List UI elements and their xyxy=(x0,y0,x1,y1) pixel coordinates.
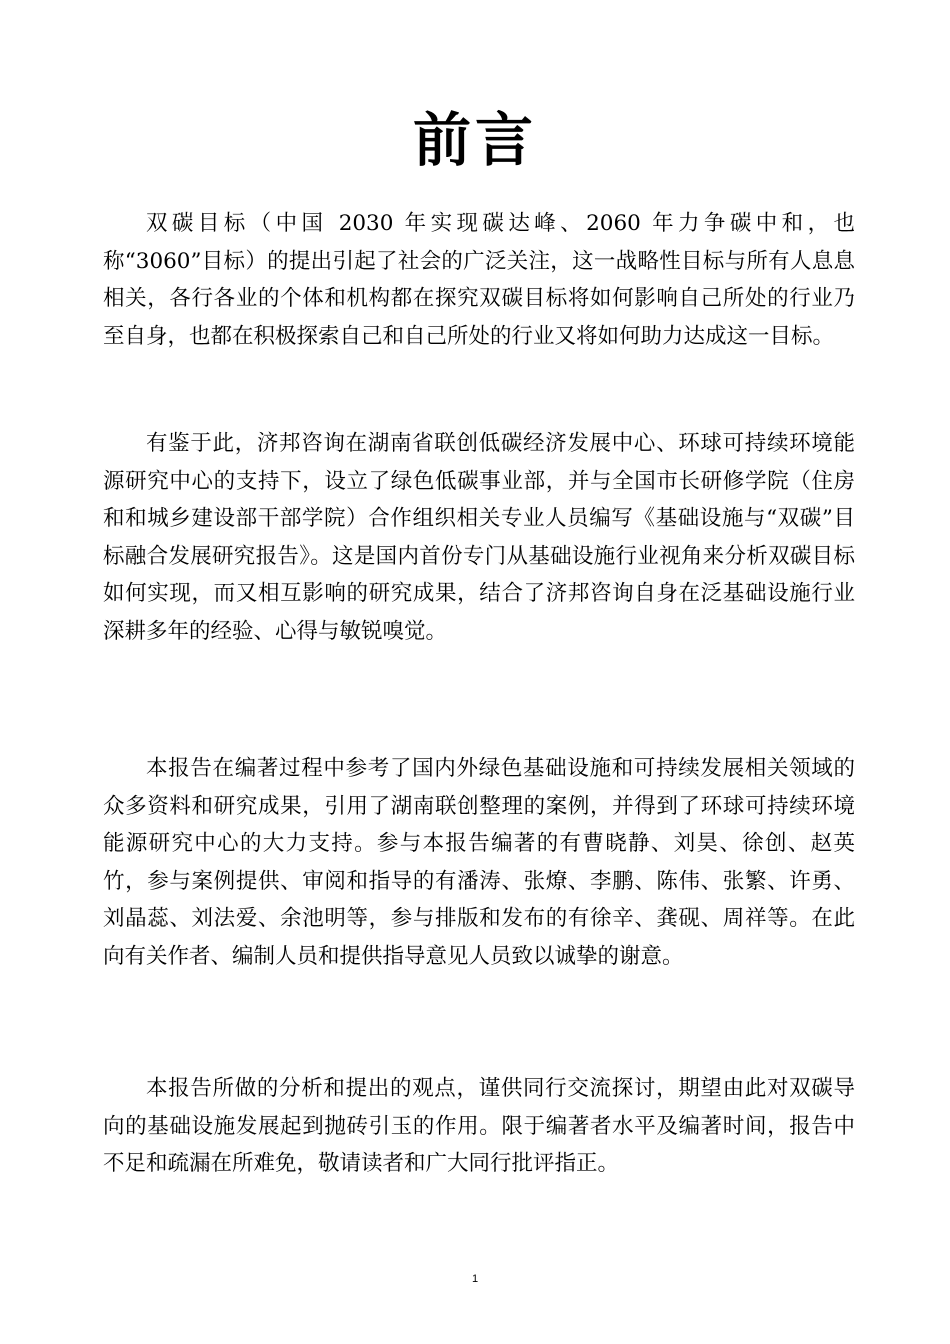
page-title: 前言 xyxy=(412,106,537,174)
paragraph-background: 有鉴于此，济邦咨询在湖南省联创低碳经济发展中心、环球可持续环境能源研究中心的支持下，设立了绿色低碳事业部，并与全国市长研修学院（住房和和城乡建设部干部学院）合作组织相关专业人员编写《基础设施与“双碳”目标融合发展研究报告》。这是国内首份专门从基础设施行业视角来分析双碳目标如何实现，而又相互影响的研究成果，结合了济邦咨询自身在泛基础设施行业深耕多年的经验、心得与敏锐嗅觉。 xyxy=(103,431,855,644)
paragraph-acknowledgements: 本报告在编著过程中参考了国内外绿色基础设施和可持续发展相关领域的众多资料和研究成果，引用了湖南联创整理的案例，并得到了环球可持续环境能源研究中心的大力支持。参与本报告编著的有曹晓静、刘昊、徐创、赵英竹，参与案例提供、审阅和指导的有潘涛、张燎、李鹏、陈伟、张繁、许勇、刘晶蕊、刘法爱、余池明等，参与排版和发布的有徐辛、龚砚、周祥等。在此向有关作者、编制人员和提供指导意见人员致以诚挚的谢意。 xyxy=(103,756,855,969)
page-number: 1 xyxy=(471,1273,479,1285)
paragraph-closing: 本报告所做的分析和提出的观点，谨供同行交流探讨，期望由此对双碳导向的基础设施发展起到抛砖引玉的作用。限于编著者水平及编著时间，报告中不足和疏漏在所难免，敬请读者和广大同行批评指正。 xyxy=(103,1076,855,1176)
paragraph-intro: 双碳目标（中国 2030 年实现碳达峰、2060 年力争碳中和，也称“3060”目标）的提出引起了社会的广泛关注，这一战略性目标与所有人息息相关，各行各业的个体和机构都在探究双碳目标将如何影响自己所处的行业乃至自身，也都在积极探索自己和自己所处的行业又将如何助力达成这一目标。 xyxy=(103,211,855,349)
